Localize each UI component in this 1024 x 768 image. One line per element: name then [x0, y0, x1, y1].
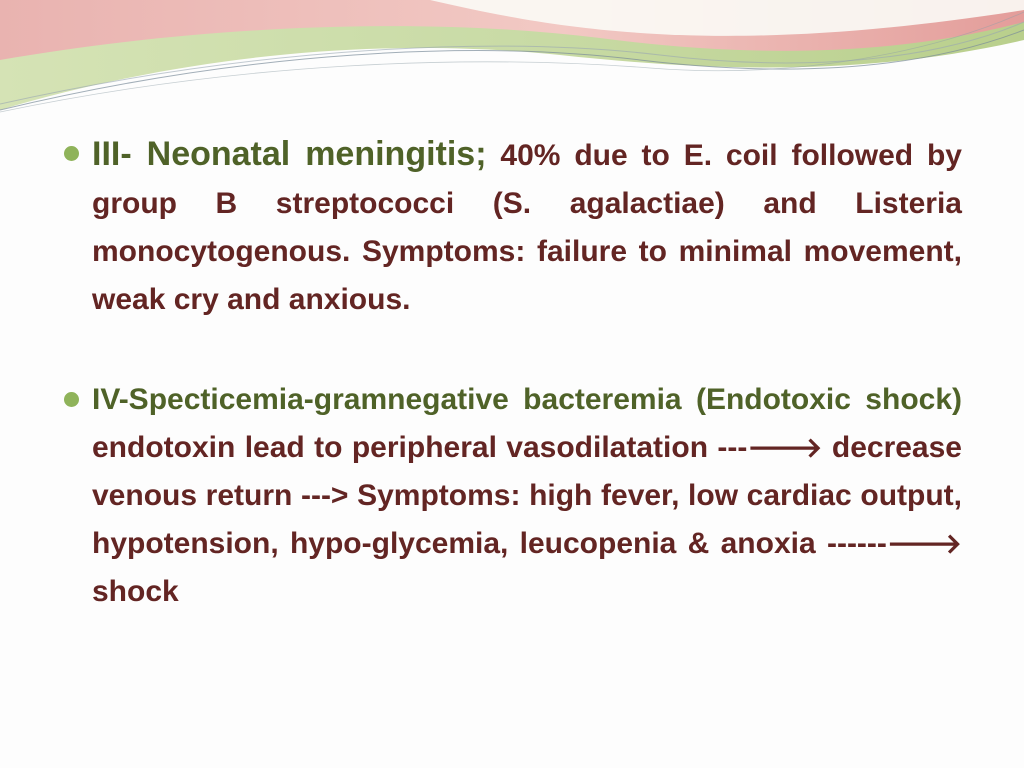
bullet-neonatal-meningitis [62, 130, 962, 324]
bullet-specticemia [62, 376, 962, 616]
bullet-body-part-3: shock [92, 575, 179, 608]
bullet-dot-icon [64, 146, 79, 161]
header-wave-decoration [0, 0, 1024, 130]
slide-content [62, 130, 962, 616]
bullet-heading: IV-Specticemia-gramnegative bacteremia (Endotoxic shock) [92, 383, 962, 416]
bullet-heading: III- Neonatal meningitis; [92, 135, 487, 173]
bullet-body-part-2: decrease venous return ---> Symptoms: high fever, low cardiac output, hypotension, hypo-glycemia, leucopenia & anoxia ------ [92, 431, 962, 560]
right-arrow-icon: 🡒 [886, 527, 962, 560]
bullet-body: 40% due to E. coil followed by group B streptococci (S. agalactiae) and Listeria monocytogenous. Symptoms: failure to minimal movement, weak cry and anxious. [92, 139, 962, 316]
right-arrow-icon: 🡒 [747, 431, 823, 464]
bullet-body-part-1: endotoxin lead to peripheral vasodilatation --- [92, 431, 748, 464]
bullet-dot-icon [64, 392, 79, 407]
